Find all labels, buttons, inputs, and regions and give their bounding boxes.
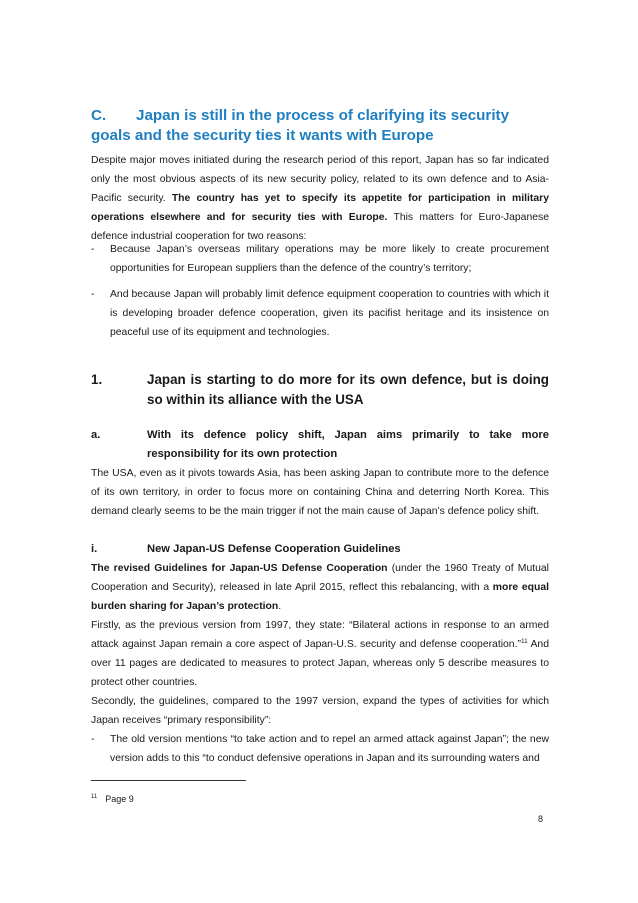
section-1-title: Japan is starting to do more for its own defence, but is doing so within its alliance with the USA	[147, 372, 549, 407]
section-1a-number: a.	[91, 429, 101, 441]
section-1-heading	[91, 370, 549, 410]
bullet-dash: -	[91, 244, 95, 255]
footnote-divider	[91, 780, 246, 781]
paragraph-i-2-text-2: And over 11 pages are dedicated to measures to protect Japan, whereas only 5 describe measures to protect other countries.	[91, 639, 549, 688]
paragraph-i-3: Secondly, the guidelines, compared to the 1997 version, expand the types of activities for which Japan receives “primary responsibility”:	[91, 696, 549, 726]
paragraph-i-2	[91, 616, 549, 692]
bullet-i-1-text: The old version mentions “to take action and to repel an armed attack against Japan”; the new version adds to this “to conduct defensive operations in Japan and its surrounding waters and	[110, 734, 549, 764]
paragraph-1a: The USA, even as it pivots towards Asia, has been asking Japan to contribute more to the defence of its own territory, in order to focus more on containing China and deterring North Korea. This demand clearly seems to be the main trigger if not the main cause of Japan’s defence policy shift.	[91, 468, 549, 517]
section-c-title: Japan is still in the process of clarifying its security goals and the security ties it wants with Europe	[91, 107, 510, 144]
bullet-c-2-text: And because Japan will probably limit defence equipment cooperation to countries with which it is developing broader defence cooperation, given its pacifist heritage and its insistence on peaceful use of its equipment and technologies.	[110, 289, 549, 338]
paragraph-i-1-bold-2: more equal burden sharing for Japan’s protection	[91, 582, 549, 612]
section-1a-title: With its defence policy shift, Japan aims primarily to take more responsibility for its own protection	[147, 429, 549, 460]
paragraph-i-1	[91, 559, 549, 616]
section-1-number: 1.	[91, 372, 103, 387]
paragraph-i-1-text-1: (under the 1960 Treaty of Mutual Cooperation and Security), released in late April 2015, reflect this rebalancing, with a	[91, 563, 549, 593]
footnote-reference: 11	[520, 638, 528, 645]
paragraph-c-text-2: This matters for Euro-Japanese defence industrial cooperation for two reasons:	[91, 212, 549, 242]
paragraph-c-bold: The country has yet to specify its appetite for participation in military operations elsewhere and for security ties with Europe.	[91, 193, 549, 223]
footnote	[91, 794, 134, 804]
footnote-number: 11	[91, 794, 98, 800]
bullet-dash: -	[91, 734, 95, 745]
paragraph-i-1-bold-1: The revised Guidelines for Japan-US Defense Cooperation	[91, 563, 388, 574]
bullet-i-1	[91, 730, 549, 768]
bullet-dash: -	[91, 289, 95, 300]
section-1a-heading	[91, 426, 549, 464]
paragraph-i-1-text-2: .	[278, 601, 282, 612]
section-i-heading	[91, 540, 549, 559]
section-i-title: New Japan-US Defense Cooperation Guidelines	[147, 543, 401, 555]
page-number: 8	[538, 814, 544, 824]
paragraph-c-text-1: Despite major moves initiated during the research period of this report, Japan has so far indicated only the most obvious aspects of its new security policy, related to its own defence and to Asia-Pacific security.	[91, 155, 549, 204]
paragraph-c	[91, 151, 549, 246]
bullet-c-2	[91, 285, 549, 342]
section-c-heading	[91, 106, 549, 146]
bullet-c-1	[91, 240, 549, 278]
section-i-number: i.	[91, 543, 98, 555]
bullet-c-1-text: Because Japan’s overseas military operations may be more likely to create procurement opportunities for European suppliers than the defence of the country’s territory;	[110, 244, 549, 274]
footnote-text: Page 9	[105, 794, 134, 804]
section-c-number: C.	[91, 107, 107, 124]
paragraph-i-2-text-1: Firstly, as the previous version from 1997, they state: “Bilateral actions in response to an armed attack against Japan remain a core aspect of Japan-U.S. security and defense cooperation.”	[91, 620, 549, 650]
